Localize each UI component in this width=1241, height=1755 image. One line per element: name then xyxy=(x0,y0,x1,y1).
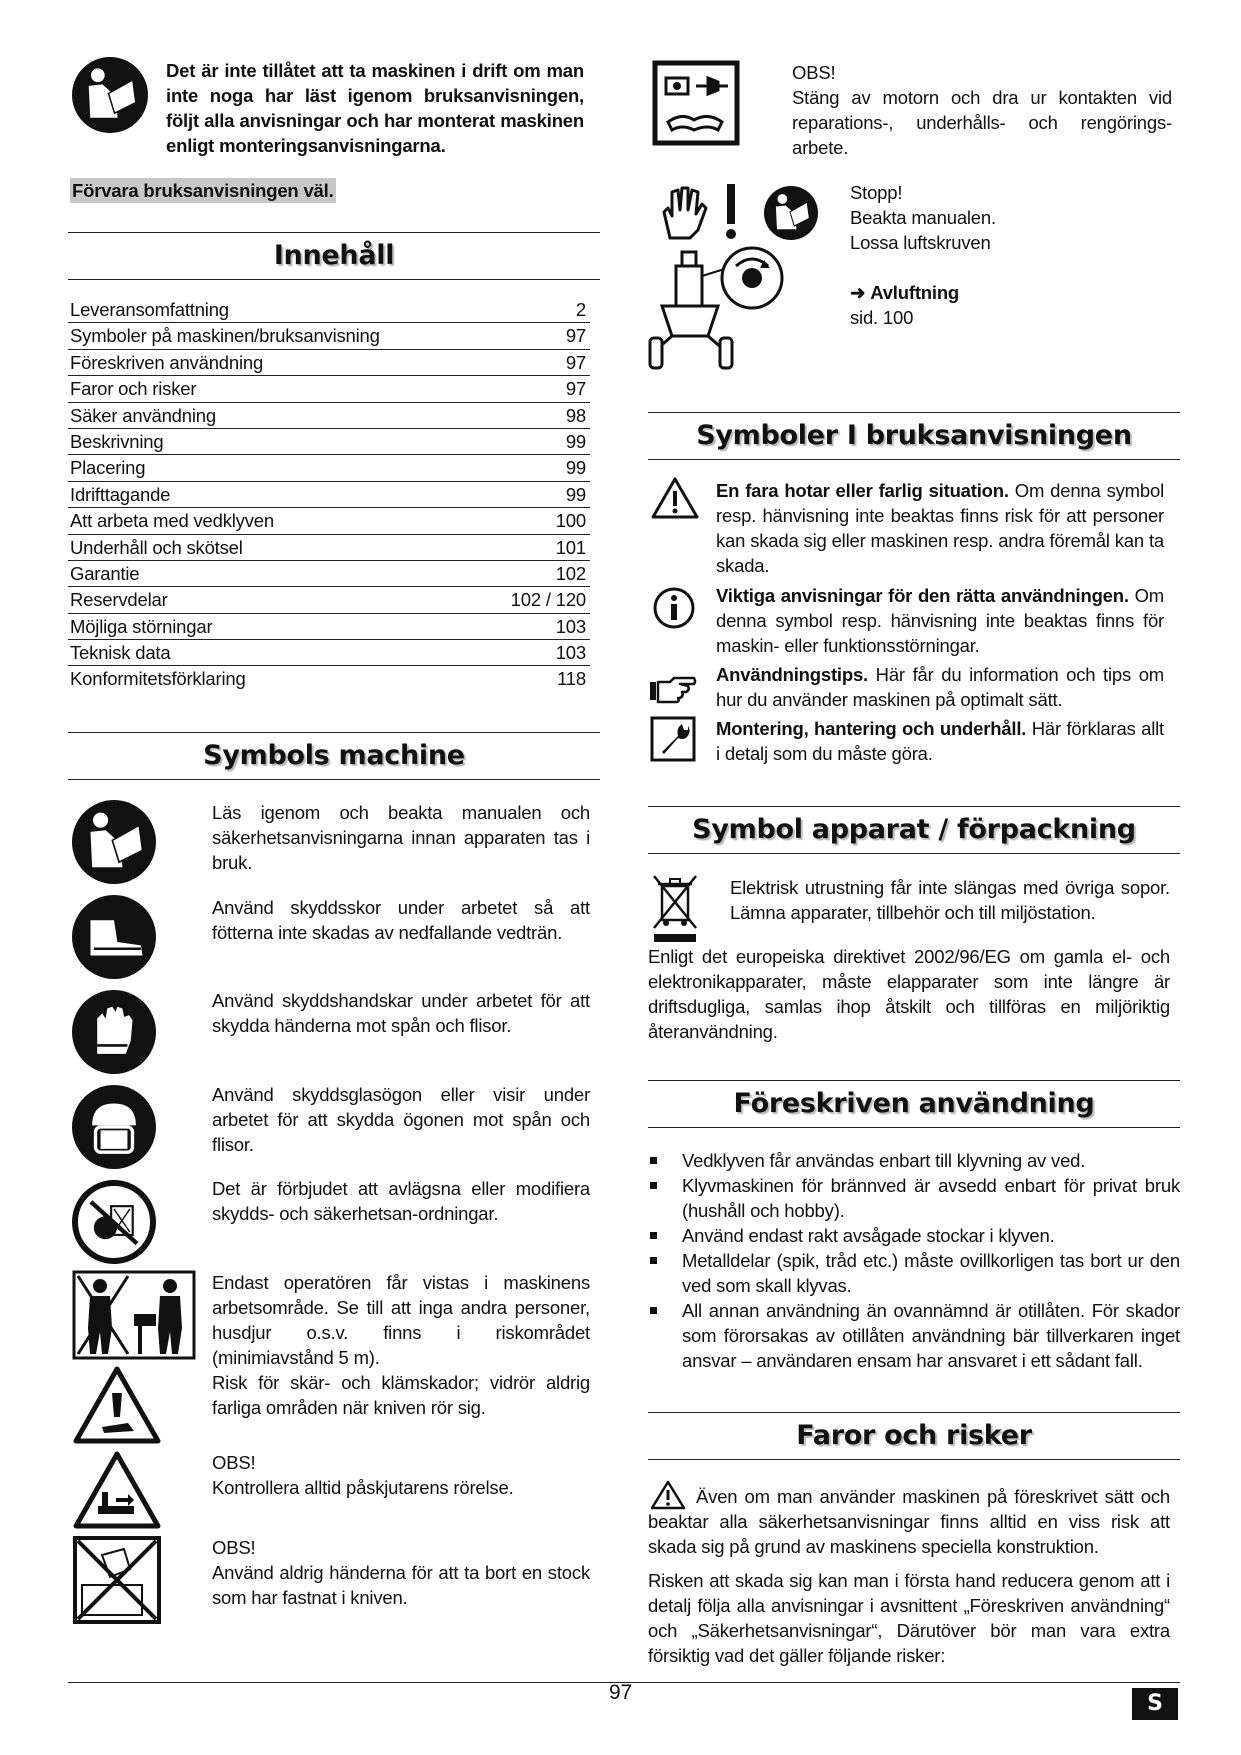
toc-page: 118 xyxy=(557,668,586,690)
toc-label: Beskrivning xyxy=(70,430,164,452)
obs-heading-3: OBS! xyxy=(792,62,836,83)
list-item: Vedklyven får användas enbart till klyvning av ved. xyxy=(648,1148,1180,1173)
manual-symbol-info-text: Om denna symbol resp. hänvisning inte beaktas finns för maskin- eller funktionsstörningar. xyxy=(716,585,1165,656)
toc-label: Leveransomfattning xyxy=(70,299,229,320)
read-manual-icon xyxy=(72,800,156,884)
language-badge: S xyxy=(1132,1688,1178,1720)
symbol-text-6: Endast operatören får vistas i maskinens arbetsområde. Se till att inga andra personer, husdjur o.s.v. finns i riskområdet (minimiavstånd 5 m). xyxy=(212,1272,590,1368)
toc-page: 102 / 120 xyxy=(510,589,586,611)
symbol-text-2: Använd skyddsskor under arbetet så att fötterna inte skadas av nedfallande vedträn. xyxy=(212,897,590,943)
toc-page: 97 xyxy=(565,351,586,373)
read-manual-icon xyxy=(72,57,148,133)
weee-bin-icon xyxy=(650,872,700,944)
toc-label: Idrifttagande xyxy=(70,483,171,505)
toc-page: 103 xyxy=(555,615,586,637)
symbol-text-8: Kontrollera alltid påskjutarens rörelse. xyxy=(212,1477,514,1498)
unplug-icon xyxy=(652,60,740,146)
symbols-machine-title: Symbols machine xyxy=(68,732,600,780)
list-item: Använd endast rakt avsågade stockar i klyven. xyxy=(648,1223,1180,1248)
toc-label: Underhåll och skötsel xyxy=(70,536,243,558)
keep-manual-note: Förvara bruksanvisningen väl. xyxy=(72,180,334,201)
list-item: Klyvmaskinen för brännved är avsedd enbart för privat bruk (hushåll och hobby). xyxy=(648,1173,1180,1223)
risks-title: Faror och risker xyxy=(648,1412,1180,1460)
exclamation-icon xyxy=(720,182,742,242)
symbol-text-4: Använd skyddsglasögon eller visir under arbetet för att skydda ögonen mot spån och flisor. xyxy=(212,1084,590,1155)
manual-symbol-assembly-bold: Montering, hantering och underhåll. xyxy=(716,718,1027,739)
toc-page: 103 xyxy=(555,642,586,664)
toc-page: 102 xyxy=(555,562,586,584)
obs-heading-1: OBS! xyxy=(212,1452,256,1473)
vent-page: sid. 100 xyxy=(850,307,914,328)
toc-row[interactable] xyxy=(68,561,590,587)
manual-symbol-tips-bold: Användningstips. xyxy=(716,664,868,685)
pointing-hand-icon xyxy=(648,674,698,706)
manual-symbol-assembly-text: Här förklaras allt i detalj som du måste göra. xyxy=(716,718,1164,764)
toc-row[interactable] xyxy=(68,535,590,561)
toc-label: Garantie xyxy=(70,562,140,584)
stop-line-1: Stopp! xyxy=(850,182,903,203)
intro-warning: Det är inte tillåtet att ta maskinen i drift om man inte noga har läst igenom bruksanvisningen, följt alla anvisningar och har monterat maskinen enligt monteringsanvisningarna. xyxy=(166,60,584,156)
symbol-text-1: Läs igenom och beakta manualen och säkerhetsanvisningarna innan apparaten tas i bruk. xyxy=(212,802,590,873)
toc-row[interactable] xyxy=(68,350,590,376)
symbol-text-9: Använd aldrig händerna för att ta bort en stock som har fastnat i kniven. xyxy=(212,1562,590,1608)
manual-symbol-tips xyxy=(716,662,1164,712)
symbol-text-7: Risk för skär- och klämskador; vidrör aldrig farliga områden när kniven rör sig. xyxy=(212,1372,590,1418)
toc-page: 97 xyxy=(565,378,586,400)
manual-symbol-info xyxy=(716,583,1164,658)
pusher-warning-icon xyxy=(72,1450,162,1530)
toc-row[interactable] xyxy=(68,376,590,402)
no-hands-icon xyxy=(72,1535,162,1625)
page-number: 97 xyxy=(609,1681,632,1704)
toc-row[interactable] xyxy=(68,323,590,349)
vent-screw-icon xyxy=(648,246,788,370)
toc-page: 99 xyxy=(565,457,586,479)
symbol-device-title: Symbol apparat / förpackning xyxy=(648,806,1180,854)
obs-heading-2: OBS! xyxy=(212,1537,256,1558)
info-icon xyxy=(652,586,696,630)
manual-symbol-warning-text: Om denna symbol resp. hänvisning inte beaktas finns risk för att personer kan skada sig eller maskinen resp. andra föremål kan ta skada. xyxy=(716,480,1164,576)
intended-use-list xyxy=(648,1148,1180,1373)
keep-away-icon xyxy=(72,1270,196,1360)
toc-page: 100 xyxy=(555,510,586,532)
toc-label: Symboler på maskinen/bruksanvisning xyxy=(70,325,380,347)
arrow-right-icon: ➜ xyxy=(850,282,871,303)
wrench-icon xyxy=(650,716,696,762)
toc-row[interactable] xyxy=(68,614,590,640)
no-remove-guard-icon xyxy=(72,1180,156,1264)
warning-triangle-icon xyxy=(650,476,700,520)
face-shield-icon xyxy=(72,1085,156,1169)
toc-row[interactable] xyxy=(68,482,590,508)
toc-row[interactable] xyxy=(68,508,590,534)
risks-paragraph-1: Även om man använder maskinen på föreskrivet sätt och beaktar alla säkerhetsanvisningar finns alltid en viss risk att skada sig på grund av maskinens speciella konstruktion. xyxy=(648,1486,1170,1557)
toc-page: 99 xyxy=(565,483,586,505)
toc-page: 98 xyxy=(565,404,586,426)
weee-text: Elektrisk utrustning får inte slängas med övriga sopor. Lämna apparater, tillbehör och till miljöstation. xyxy=(730,877,1170,923)
symbol-text-5: Det är förbjudet att avlägsna eller modifiera skydds- och säkerhetsan-ordningar. xyxy=(212,1178,590,1224)
toc-title: Innehåll xyxy=(68,232,600,280)
toc-page: 97 xyxy=(565,325,586,347)
toc-label: Teknisk data xyxy=(70,642,171,664)
toc-label: Konformitetsförklaring xyxy=(70,668,246,690)
manual-symbol-warning-bold: En fara hotar eller farlig situation. xyxy=(716,480,1009,501)
toc-page: 101 xyxy=(555,536,586,558)
toc-row[interactable] xyxy=(68,297,590,323)
directive-text: Enligt det europeiska direktivet 2002/96/EG om gamla el- och elektronikapparater, måste elapparater som inte längre är driftsdugliga, samlas ihop åtskilt och tillföras en miljöriktig återanvändning. xyxy=(648,946,1170,1042)
vent-link[interactable] xyxy=(850,280,959,305)
stop-hand-icon xyxy=(658,182,710,242)
list-item: Metalldelar (spik, tråd etc.) måste ovillkorligen tas bort ur den ved som skall klyvas. xyxy=(648,1248,1180,1298)
symbol-text-3: Använd skyddshandskar under arbetet för att skydda händerna mot spån och flisor. xyxy=(212,990,590,1036)
list-item: All annan användning än ovannämnd är otillåten. För skador som förorsakas av otillåten användning bär tillverkaren inget ansvar – användaren ensam har ansvaret i ett sådant fall. xyxy=(648,1298,1180,1373)
risks-paragraph-2: Risken att skada sig kan man i första hand reducera genom att i detalj följa alla anvisningar i avsnittent „Föreskriven användning“ och „Säkerhetsanvisningar“, Därutöver bör man vara extra försiktig vad det gäller följande risker: xyxy=(648,1570,1170,1666)
cut-hazard-icon xyxy=(72,1365,162,1445)
toc-label: Säker användning xyxy=(70,404,216,426)
stop-line-3: Lossa luftskruven xyxy=(850,232,991,253)
manual-symbol-warning xyxy=(716,478,1164,578)
toc-row[interactable] xyxy=(68,666,590,692)
toc-page: 99 xyxy=(565,430,586,452)
manual-symbol-assembly xyxy=(716,716,1164,766)
toc-label: Möjliga störningar xyxy=(70,615,213,637)
vent-label: Avluftning xyxy=(870,282,960,303)
toc-row[interactable] xyxy=(68,455,590,481)
toc-row[interactable] xyxy=(68,403,590,429)
safety-shoe-icon xyxy=(72,895,156,979)
table-of-contents xyxy=(68,297,590,693)
toc-label: Att arbeta med vedklyven xyxy=(70,510,274,532)
toc-label: Föreskriven användning xyxy=(70,351,264,373)
toc-row[interactable] xyxy=(68,587,590,613)
manual-symbol-tips-text: Här får du information och tips om hur du använder maskinen på optimalt sätt. xyxy=(716,664,1164,710)
obs-unplug-text: Stäng av motorn och dra ur kontakten vid reparations-, underhålls- och rengörings-arbete. xyxy=(792,87,1172,158)
toc-row[interactable] xyxy=(68,640,590,666)
toc-label: Placering xyxy=(70,457,146,479)
read-manual-icon xyxy=(764,186,818,240)
toc-label: Faror och risker xyxy=(70,378,197,400)
glove-icon xyxy=(72,990,156,1074)
symbols-manual-title: Symboler I bruksanvisningen xyxy=(648,412,1180,460)
toc-row[interactable] xyxy=(68,429,590,455)
manual-symbol-info-bold: Viktiga anvisningar för den rätta användningen. xyxy=(716,585,1129,606)
toc-label: Reservdelar xyxy=(70,589,168,611)
stop-line-2: Beakta manualen. xyxy=(850,207,996,228)
intended-use-title: Föreskriven användning xyxy=(648,1080,1180,1128)
toc-page: 2 xyxy=(575,299,586,320)
